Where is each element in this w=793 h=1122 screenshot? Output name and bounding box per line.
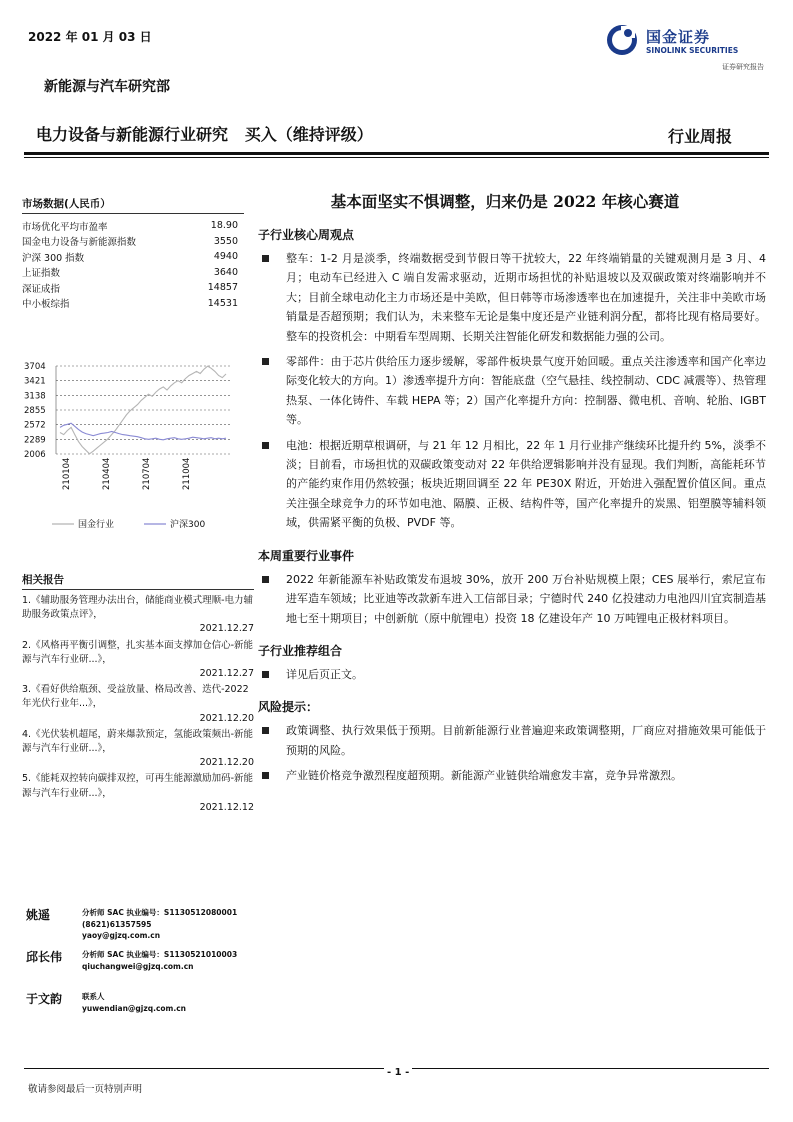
chart-legend-label: 沪深300 [170, 520, 206, 530]
section-heading: 风险提示： [258, 700, 319, 715]
market-data-heading: 市场数据(人民币） [22, 196, 244, 214]
logo-emblem-icon [606, 24, 638, 56]
report-date: 2022 年 01 月 03 日 [28, 30, 152, 44]
related-report-title: 3.《看好供给瓶颈、受益放量、格局改善、迭代-2022 年光伏行业年...》， [22, 684, 249, 710]
related-report-date: 2021.12.20 [199, 712, 254, 724]
related-report-date: 2021.12.20 [199, 757, 254, 769]
logo-subtitle: 证券研究报告 [722, 63, 764, 71]
related-reports [22, 572, 254, 815]
analyst-info-line: qiuchangwei@gjzq.com.cn [82, 961, 194, 971]
related-report-title: 5.《能耗双控转向碳排双控，可再生能源激励加码-新能源与汽车行业研...》， [22, 773, 253, 799]
section-heading: 子行业推荐组合 [258, 643, 343, 658]
analyst-info-line: yuwendian@gjzq.com.cn [82, 1003, 186, 1013]
market-data-row [22, 265, 244, 281]
chart-y-tick-label: 2572 [24, 420, 46, 431]
bullet-paragraph: 政策调整、执行效果低于预期。目前新能源行业普遍迎来政策调整期，厂商应对措施效果可能低于预期的风险。 [258, 721, 766, 760]
bullet-paragraph: 整车：1-2 月是淡季，终端数据受到节假日等干扰较大，22 年终端销量的关键观测月是 3 月、4 月；电动车已经进入 C 端自发需求驱动，近期市场担忧的补贴退坡以及双碳政策对终端影响并不大；目前全球电动化主力市场还是中美欧，但日韩等市场渗透率也在加速提升，关注非中美欧市场销量是否超预期；我们认为，未来整车无论是集中度还是产业链利润分配，都将比现有格局要好。整车的投资机会：中期看车型周期、长期关注智能化研发和数据能力强的公司。 [258, 249, 766, 346]
analyst-info [82, 991, 186, 1014]
market-data-label: 深证成指 [22, 283, 61, 295]
analyst-name: 姚遥 [26, 908, 51, 922]
analyst-name: 于文韵 [26, 992, 63, 1006]
analyst-list [26, 906, 266, 1032]
analyst-info-line: (8621)61357595 [82, 919, 152, 929]
bullet-paragraph: 详见后页正文。 [258, 665, 766, 684]
index-line-chart [22, 356, 244, 536]
analyst-info-line: 分析师 SAC 执业编号：S1130521010003 [82, 950, 238, 959]
related-reports-heading: 相关报告 [22, 572, 254, 590]
market-data-value: 14531 [207, 297, 238, 309]
bullet-paragraph: 2022 年新能源车补贴政策发布退坡 30%，放开 200 万台补贴规模上限；CES 展举行，索尼宣布进军造车领域；比亚迪等改款新车进入工信部目录；宁德时代 240 亿投建动力电池四川宜宾制造基地七至十期项目；中创新航（原中航锂电）投资 18 亿建设年产 10 万吨锂电正极材料项目。 [258, 570, 766, 628]
section-heading: 本周重要行业事件 [258, 548, 355, 563]
chart-y-tick-label: 2289 [24, 435, 46, 446]
market-data-value: 3550 [213, 235, 238, 247]
market-data-label: 沪深 300 指数 [22, 252, 85, 264]
chart-y-tick-label: 3704 [24, 362, 46, 372]
related-report-title: 1.《辅助服务管理办法出台，储能商业模式理顺-电力辅助服务政策点评》， [22, 595, 253, 621]
related-report-date: 2021.12.27 [199, 668, 254, 680]
market-data-row [22, 296, 244, 312]
main-content [258, 190, 766, 792]
market-data-row [22, 249, 244, 265]
chart-y-tick-label: 2855 [24, 406, 46, 416]
analyst-info-line: 分析师 SAC 执业编号：S1130512080001 [82, 908, 238, 917]
index-chart [22, 356, 244, 536]
bullet-paragraph: 产业链价格竞争激烈程度超预期。新能源产业链供给端愈发丰富，竞争异常激烈。 [258, 766, 766, 785]
page-number: - 1 - [384, 1067, 412, 1078]
headline: 基本面坚实不惧调整，归来仍是 2022 年核心赛道 [330, 192, 680, 211]
analyst-card [26, 948, 266, 990]
header-divider [24, 152, 769, 155]
market-data-label: 国金电力设备与新能源指数 [22, 237, 137, 249]
chart-x-tick-label: 210704 [142, 457, 152, 490]
related-reports-list [22, 594, 254, 815]
department-name: 新能源与汽车研究部 [44, 79, 170, 95]
chart-y-tick-label: 2006 [24, 450, 46, 460]
chart-series-line [60, 423, 226, 440]
market-data-row [22, 218, 244, 234]
related-report-title: 4.《光伏装机超尾，蔚来爆款预定，氢能政策频出-新能源与汽车行业研...》， [22, 728, 253, 755]
chart-y-tick-label: 3138 [24, 391, 46, 402]
analyst-info [82, 949, 237, 972]
chart-x-tick-label: 211004 [182, 457, 192, 490]
related-report-item [22, 772, 254, 815]
analyst-card [26, 906, 266, 948]
company-logo [606, 24, 766, 74]
analyst-card [26, 990, 266, 1032]
chart-legend-label: 国金行业 [78, 520, 115, 530]
market-data-value: 3640 [213, 266, 238, 278]
analyst-info-line: 联系人 [82, 992, 105, 1001]
market-data-value: 18.90 [210, 220, 238, 232]
bullet-paragraph: 电池：根据近期草根调研，与 21 年 12 月相比，22 年 1 月行业排产继续环比提升约 5%，淡季不淡；目前看，市场担忧的双碳政策变动对 22 年供给逻辑影响并没有显现。我们判断，高能耗环节的产能约束作用仍然较强；板块近期回调至 22 年 PE30X 附近，开始进入强配置价值区间。重点关注强全球竞争力的环节如电池、隔膜、正极、结构件等，国产化率提升的炭黑、铝塑膜等辅料领域，供需紧平衡的负极、PVDF 等。 [258, 436, 766, 533]
market-data-label: 市场优化平均市盈率 [22, 221, 108, 233]
market-data-panel [22, 196, 244, 311]
footer-disclaimer: 敬请参阅最后一页特别声明 [28, 1084, 143, 1095]
chart-x-tick-label: 210104 [62, 457, 72, 490]
market-data-value: 4940 [213, 251, 238, 263]
related-report-item [22, 594, 254, 637]
logo-name: 国金证券 [646, 28, 711, 46]
bullet-paragraph: 零部件：由于芯片供给压力逐步缓解，零部件板块景气度开始回暖。重点关注渗透率和国产化率边际变化较大的方向。1）渗透率提升方向：智能底盘（空气悬挂、线控制动、CDC 减震等）、热管理热泵、一体化铸件、车载 HEPA 等；2）国产化率提升方向：控制器、微电机、音响、轮胎、IGBT 等。 [258, 352, 766, 430]
related-report-title: 2.《风格再平衡引调整，扎实基本面支撑加仓信心-新能源与汽车行业研...》， [22, 639, 253, 665]
market-data-label: 上证指数 [22, 268, 61, 280]
report-title: 电力设备与新能源行业研究 买入（维持评级） [36, 125, 373, 144]
main-sections [258, 226, 766, 786]
analyst-info [82, 907, 237, 942]
market-data-label: 中小板综指 [22, 299, 70, 311]
section-heading: 子行业核心周观点 [258, 228, 355, 242]
report-type: 行业周报 [668, 127, 733, 146]
related-report-item [22, 683, 254, 726]
related-report-item [22, 728, 254, 771]
analyst-info-line: yaoy@gjzq.com.cn [82, 931, 161, 940]
chart-x-tick-label: 210404 [102, 457, 112, 490]
chart-y-tick-label: 3421 [24, 376, 46, 387]
market-data-row [22, 234, 244, 250]
related-report-date: 2021.12.12 [199, 801, 254, 813]
logo-english-name: SINOLINK SECURITIES [646, 46, 739, 55]
market-data-value: 14857 [207, 282, 238, 294]
related-report-item [22, 639, 254, 682]
market-data-row [22, 280, 244, 296]
market-data-table [22, 218, 244, 311]
related-report-date: 2021.12.27 [199, 623, 254, 635]
header-divider-thin [24, 157, 769, 158]
analyst-name: 邱长伟 [26, 950, 63, 964]
